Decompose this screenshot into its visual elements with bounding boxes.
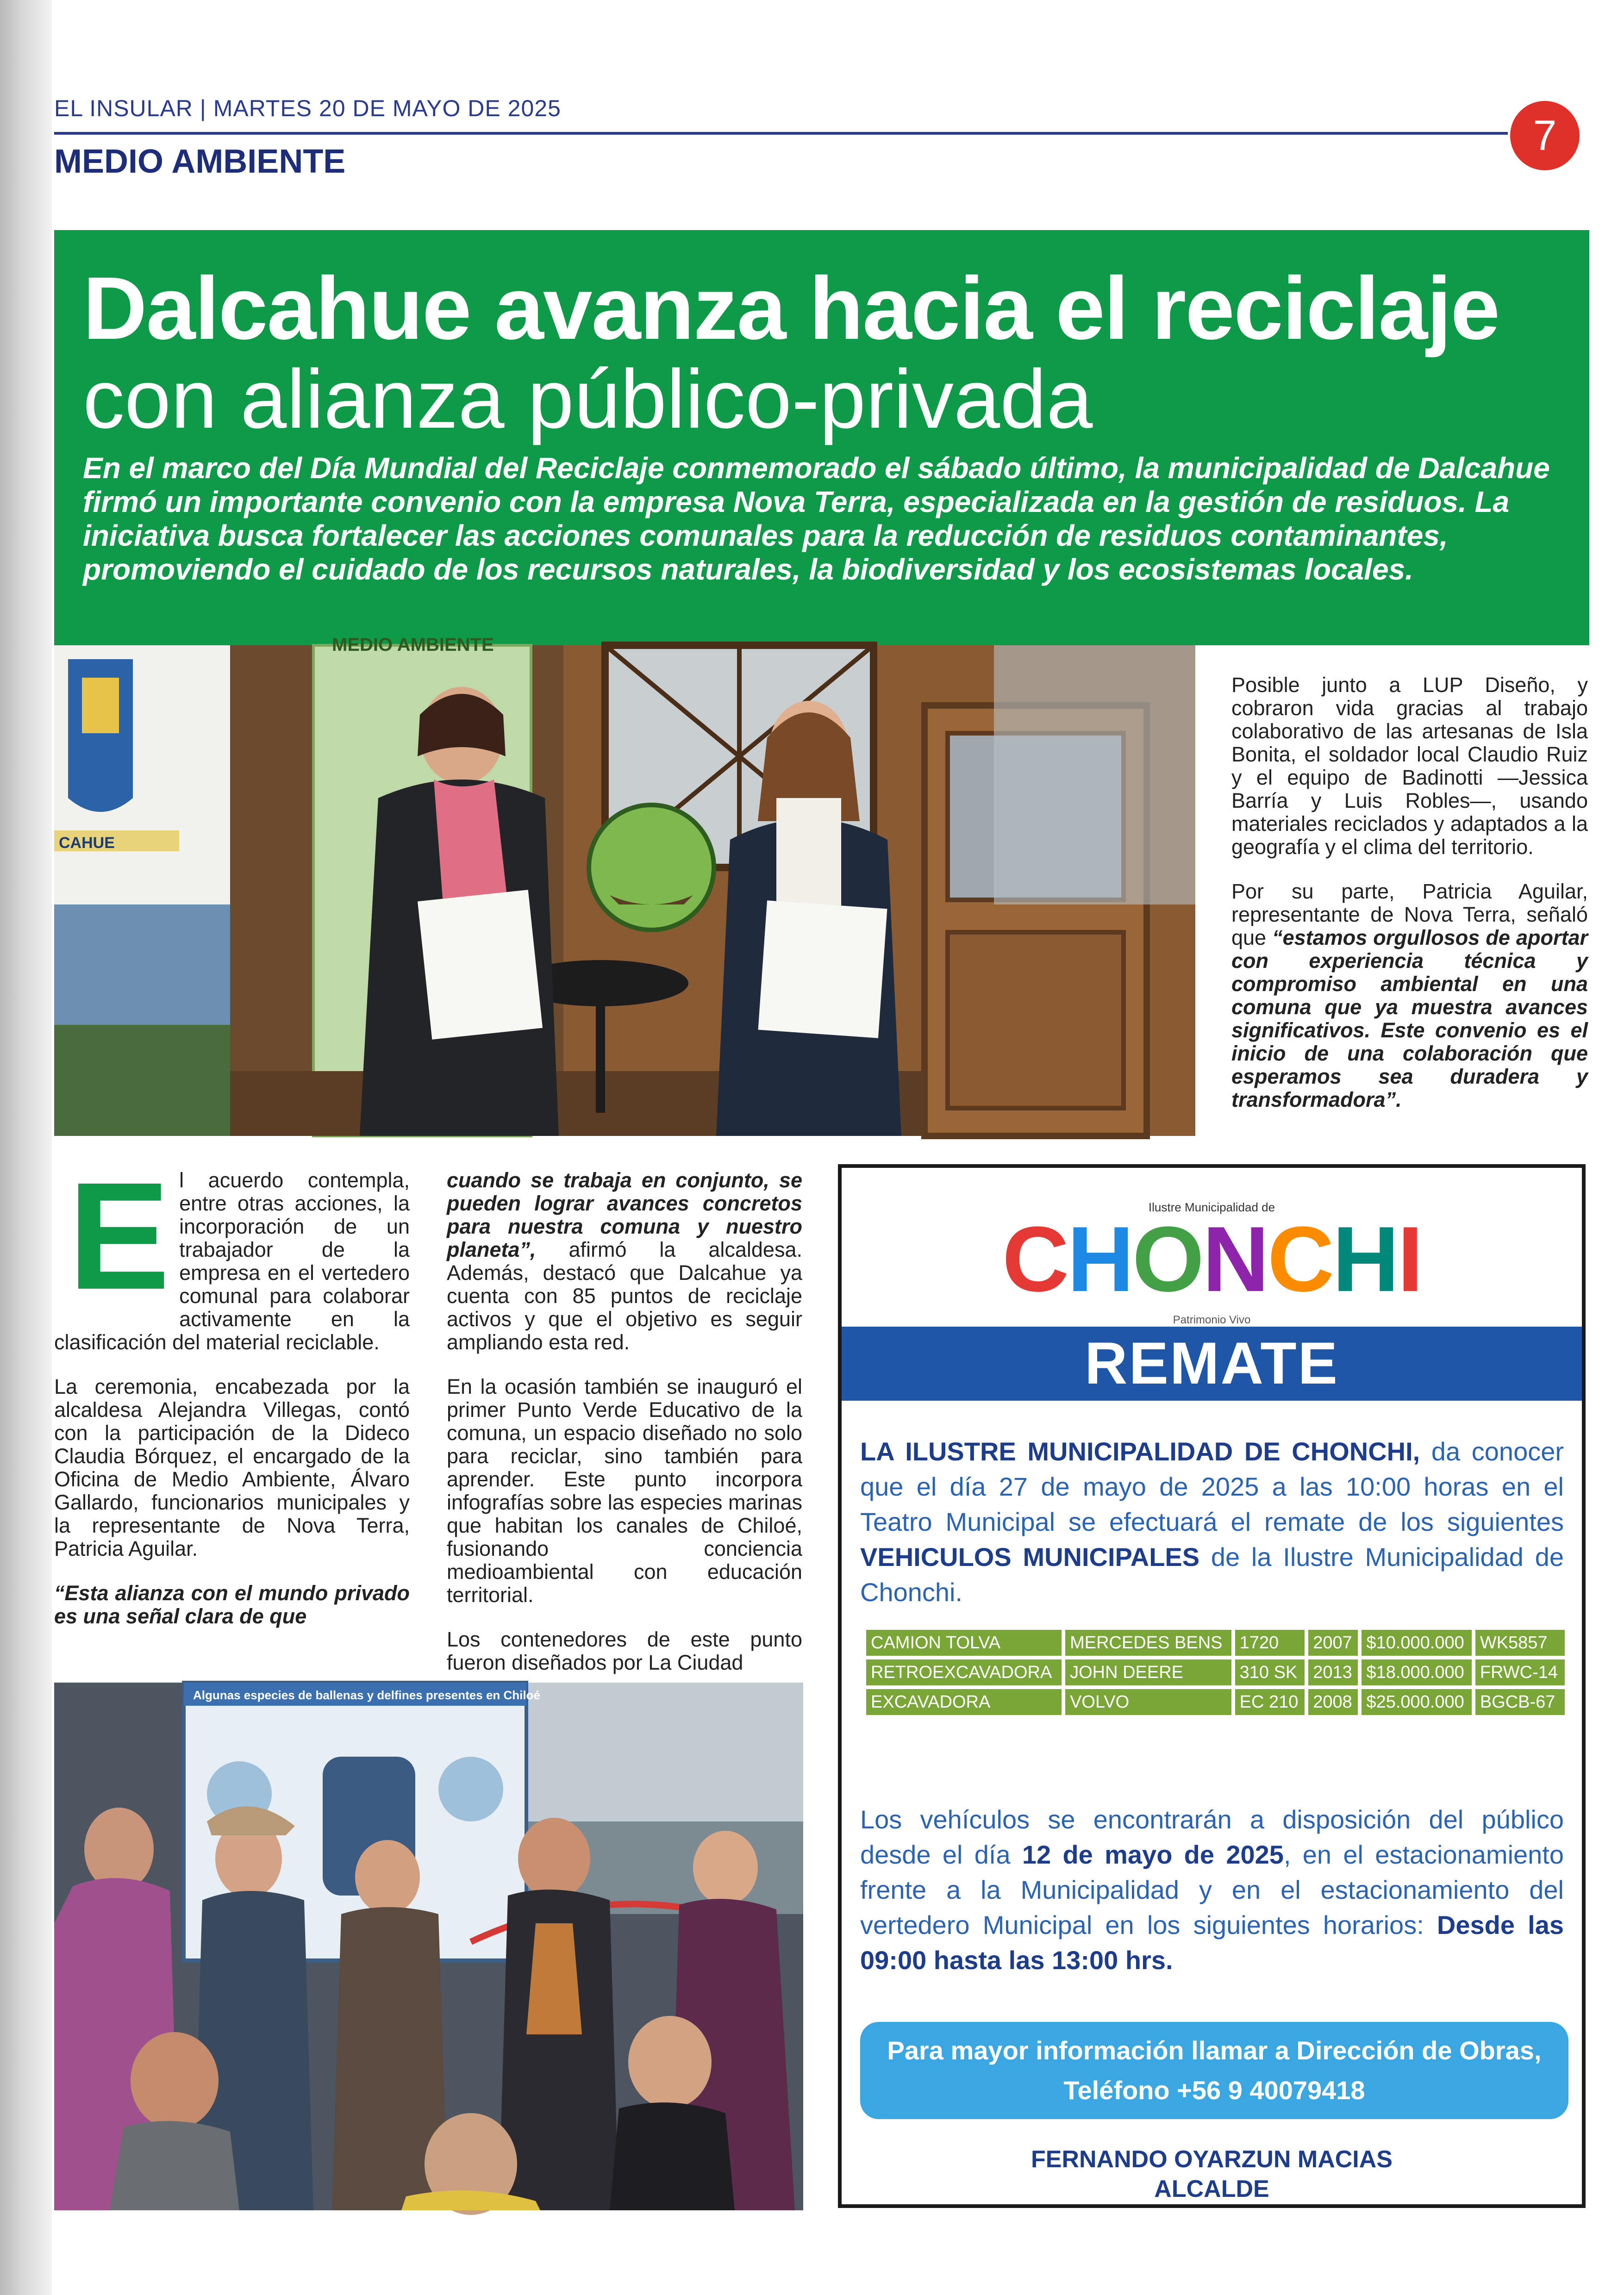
ad-text-bold: Desde las 09:00 hasta las 13:00 hrs. — [860, 1910, 1564, 1975]
logo-letter: C — [1002, 1208, 1068, 1311]
quote-text: cuando se trabaja en conjunto, se pueden lograr avances concretos para nuestra comuna y nuestro planeta”, — [447, 1168, 802, 1261]
table-cell: 1720 — [1235, 1630, 1305, 1656]
quote-text: “Esta alianza con el mundo privado es una señal clara de que — [54, 1581, 410, 1628]
photo2-poster-title: Algunas especies de ballenas y delfines presentes en Chiloé — [193, 1688, 540, 1702]
ad-text-bold: VEHICULOS MUNICIPALES — [860, 1542, 1200, 1572]
table-cell: 2007 — [1308, 1630, 1358, 1656]
photo1-banner-text: MEDIO AMBIENTE — [332, 635, 494, 655]
signer-name: FERNANDO OYARZUN MACIAS — [1031, 2146, 1393, 2173]
table-cell: 310 SK — [1235, 1659, 1305, 1685]
logo-letter: C — [1267, 1208, 1333, 1311]
article-column-middle — [447, 1169, 802, 1696]
article-paragraph: Los contenedores de este punto fueron diseñados por La Ciudad — [447, 1628, 802, 1674]
ad-text: , en el estacionamiento frente a la Municipalidad y en el estacionamiento del vertedero Municipal en los siguientes horarios: — [860, 1840, 1564, 1940]
section-title: MEDIO AMBIENTE — [54, 143, 346, 180]
article-paragraph — [447, 1169, 802, 1354]
table-row — [866, 1659, 1565, 1685]
table-row — [866, 1689, 1565, 1715]
ad-text: da conocer que el día 27 de mayo de 2025 a las 10:00 horas en el Teatro Municipal se efectuará el remate de los siguientes — [860, 1437, 1564, 1536]
photo1-sign-text: CAHUE — [59, 834, 115, 852]
table-cell: VOLVO — [1065, 1689, 1231, 1715]
contact-info-box — [860, 2022, 1568, 2119]
signing-photo — [54, 635, 1195, 1136]
table-cell: BGCB-67 — [1475, 1689, 1565, 1715]
logo-letter: H — [1067, 1208, 1132, 1311]
remate-banner: REMATE — [842, 1327, 1582, 1401]
article-column-left — [54, 1150, 410, 1649]
ad-text: de la Ilustre Municipalidad de Chonchi. — [860, 1542, 1564, 1607]
ad-municipality-label: Ilustre Municipalidad de — [1148, 1200, 1275, 1214]
drop-cap: E — [68, 1150, 170, 1321]
ad-announcement — [860, 1434, 1564, 1610]
article-column-right — [1231, 674, 1588, 1133]
ribbon-cutting-photo — [54, 1683, 803, 2210]
table-cell: FRWC-14 — [1475, 1659, 1565, 1685]
table-cell: EXCAVADORA — [866, 1689, 1062, 1715]
signature-block — [842, 2145, 1582, 2204]
article-lead: En el marco del Día Mundial del Reciclaje conmemorado el sábado último, la municipalidad de Dalcahue firmó un importante convenio con la empresa Nova Terra, especializada en la gestión de residuos. La iniciativa busca fortalecer las acciones comunales para la reducción de residuos contaminantes, promoviendo el cuidado de los recursos naturales, la biodiversidad y los ecosistemas locales. — [83, 451, 1550, 586]
table-cell: CAMION TOLVA — [866, 1630, 1062, 1656]
article-text: Por su parte, Patricia Aguilar, representante de Nova Terra, señaló que — [1231, 879, 1588, 949]
article-paragraph: Posible junto a LUP Diseño, y cobraron vida gracias al trabajo colaborativo de las artesanas de Isla Bonita, el soldador local Claudio Ruiz y el equipo de Badinotti —Jessica Barría y Luis Robles—, usando materiales reciclados y adaptados a la geografía y el clima del territorio. — [1231, 673, 1588, 859]
table-cell: EC 210 — [1235, 1689, 1305, 1715]
table-cell: WK5857 — [1475, 1630, 1565, 1656]
ad-tagline: Patrimonio Vivo — [1173, 1314, 1251, 1326]
ad-text: Los vehículos se encontrarán a disposición del público desde el día — [860, 1805, 1564, 1869]
table-cell: RETROEXCAVADORA — [866, 1659, 1062, 1685]
quote-text: “estamos orgullosos de aportar con experiencia técnica y compromiso ambiental en una comuna que ya muestra avances significativos. Este convenio es el inicio de una colaboración que esperamos sea duradera y transformadora”. — [1231, 926, 1588, 1111]
header-rule — [54, 132, 1508, 135]
article-paragraph: En la ocasión también se inauguró el primer Punto Verde Educativo de la comuna, un espacio diseñado no solo para reciclar, sino también para aprender. Este punto incorpora infografías sobre las especies marinas que habitan los canales de Chiloé, fusionando conciencia medioambiental con educación territorial. — [447, 1375, 802, 1607]
headline-line-1: Dalcahue avanza hacia el reciclaje — [83, 258, 1499, 358]
article-paragraph: La ceremonia, encabezada por la alcaldesa Alejandra Villegas, contó con la participación de la Dideco Claudia Bórquez, el encargado de la Oficina de Medio Ambiente, Álvaro Gallardo, funcionarios municipales y la representante de Nova Terra, Patricia Aguilar. — [54, 1375, 410, 1560]
article-paragraph — [54, 1150, 410, 1354]
headline-block — [54, 230, 1589, 645]
vehicles-table — [862, 1626, 1568, 1719]
table-cell: JOHN DEERE — [1065, 1659, 1231, 1685]
table-cell: 2008 — [1308, 1689, 1358, 1715]
article-paragraph — [1231, 880, 1588, 1111]
table-cell: $18.000.000 — [1362, 1659, 1471, 1685]
logo-letter: N — [1202, 1208, 1268, 1311]
logo-letter: O — [1132, 1208, 1203, 1311]
headline-line-2: con alianza público-privada — [83, 353, 1093, 446]
table-row — [866, 1630, 1565, 1656]
signer-title: ALCALDE — [1154, 2176, 1269, 2202]
remate-advertisement — [838, 1164, 1586, 2208]
table-cell: MERCEDES BENS — [1065, 1630, 1231, 1656]
article-text: l acuerdo contempla, entre otras acciones, la incorporación de un trabajador de la empresa en el vertedero comunal para colaborar activamente en la clasificación del material reciclable. — [54, 1168, 410, 1354]
page-number: 7 — [1510, 101, 1580, 170]
table-cell: $25.000.000 — [1362, 1689, 1471, 1715]
contact-info-text: Para mayor información llamar a Dirección de Obras, Teléfono +56 9 40079418 — [887, 2036, 1542, 2105]
logo-letter: H — [1332, 1208, 1398, 1311]
ad-text-bold: LA ILUSTRE MUNICIPALIDAD DE CHONCHI, — [860, 1437, 1420, 1466]
ad-availability — [860, 1802, 1564, 1978]
chonchi-logo — [842, 1208, 1582, 1311]
article-text: afirmó la alcaldesa. Además, destacó que Dalcahue ya cuenta con 85 puntos de reciclaje activos y que el objetivo es seguir ampliando esta red. — [447, 1238, 802, 1354]
table-cell: 2013 — [1308, 1659, 1358, 1685]
table-cell: $10.000.000 — [1362, 1630, 1471, 1656]
page-gutter-shadow — [0, 0, 52, 2295]
ad-text-bold: 12 de mayo de 2025 — [1022, 1840, 1284, 1869]
logo-letter: I — [1397, 1208, 1422, 1311]
masthead: EL INSULAR | MARTES 20 DE MAYO DE 2025 — [54, 95, 561, 121]
